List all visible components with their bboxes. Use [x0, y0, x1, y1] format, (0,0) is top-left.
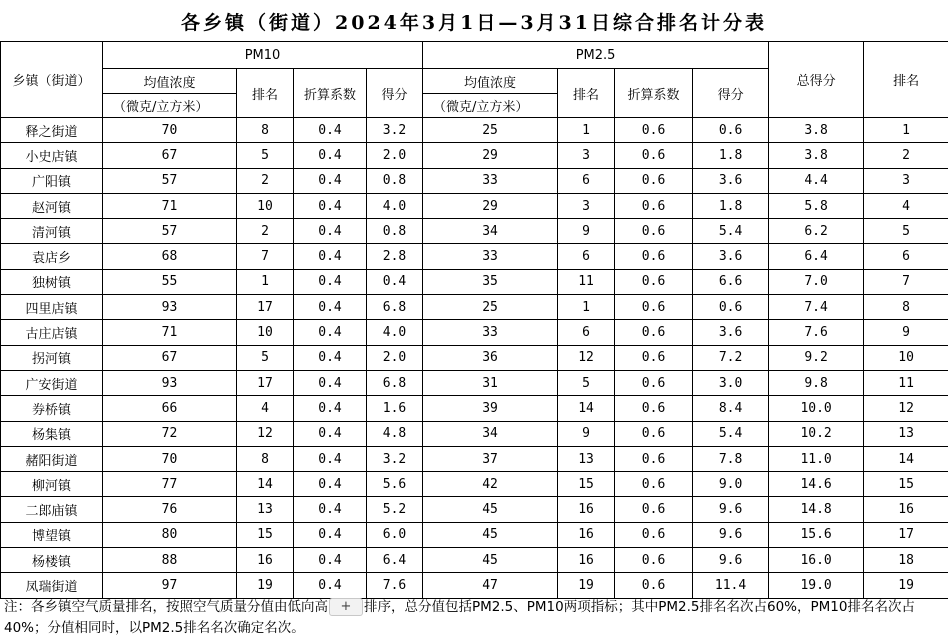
cell-pm10-rank: 12: [237, 421, 294, 446]
cell-pm10-avg: 71: [103, 193, 237, 218]
cell-pm25-coef: 0.6: [615, 143, 693, 168]
cell-pm25-rank: 3: [558, 193, 615, 218]
cell-pm25-avg: 45: [423, 522, 558, 547]
table-row: [1, 396, 948, 421]
cell-pm10-avg: 57: [103, 168, 237, 193]
cell-pm25-avg: 39: [423, 396, 558, 421]
pm10-coef-header: 折算系数: [294, 69, 367, 118]
cell-pm10-coef: 0.4: [294, 295, 367, 320]
cell-pm10-rank: 13: [237, 497, 294, 522]
cell-pm10-rank: 5: [237, 143, 294, 168]
cell-pm10-avg: 67: [103, 143, 237, 168]
cell-total: 9.2: [769, 345, 864, 370]
cell-pm10-score: 6.0: [367, 522, 423, 547]
cell-rank: 11: [864, 370, 948, 395]
cell-pm10-avg: 80: [103, 522, 237, 547]
cell-pm10-rank: 7: [237, 244, 294, 269]
cell-pm25-coef: 0.6: [615, 396, 693, 421]
final-rank-header: 排名: [864, 42, 948, 118]
footnote-text-1: 注：各乡镇空气质量排名，按照空气质量分值由低向高: [4, 599, 328, 615]
cell-total: 19.0: [769, 573, 864, 598]
cell-pm10-rank: 16: [237, 548, 294, 573]
cell-pm10-score: 6.8: [367, 370, 423, 395]
cell-pm10-avg: 93: [103, 370, 237, 395]
pm10-group-header: PM10: [103, 42, 423, 69]
cell-pm10-coef: 0.4: [294, 143, 367, 168]
cell-pm10-rank: 2: [237, 219, 294, 244]
cell-pm25-rank: 12: [558, 345, 615, 370]
cell-pm10-avg: 72: [103, 421, 237, 446]
cell-pm25-coef: 0.6: [615, 497, 693, 522]
table-row: [1, 345, 948, 370]
cell-total: 3.8: [769, 143, 864, 168]
cell-pm10-rank: 10: [237, 320, 294, 345]
cell-pm25-score: 9.6: [693, 522, 769, 547]
cell-pm10-score: 2.8: [367, 244, 423, 269]
cell-pm25-avg: 33: [423, 320, 558, 345]
cell-pm10-avg: 93: [103, 295, 237, 320]
cell-rank: 5: [864, 219, 948, 244]
cell-pm10-coef: 0.4: [294, 497, 367, 522]
cell-pm25-coef: 0.6: [615, 522, 693, 547]
cell-pm25-avg: 33: [423, 168, 558, 193]
cell-total: 10.0: [769, 396, 864, 421]
cell-pm10-coef: 0.4: [294, 421, 367, 446]
cell-pm10-coef: 0.4: [294, 370, 367, 395]
cell-pm10-avg: 70: [103, 446, 237, 471]
cell-pm10-coef: 0.4: [294, 320, 367, 345]
cell-pm10-rank: 17: [237, 370, 294, 395]
cell-total: 10.2: [769, 421, 864, 446]
cell-rank: 9: [864, 320, 948, 345]
cell-pm10-coef: 0.4: [294, 522, 367, 547]
cell-total: 16.0: [769, 548, 864, 573]
cell-pm10-avg: 77: [103, 472, 237, 497]
cell-pm25-score: 9.0: [693, 472, 769, 497]
cell-total: 3.8: [769, 118, 864, 143]
cell-rank: 12: [864, 396, 948, 421]
cell-name: 清河镇: [1, 219, 103, 244]
cell-pm10-score: 4.0: [367, 193, 423, 218]
cell-pm25-avg: 36: [423, 345, 558, 370]
cell-pm25-coef: 0.6: [615, 370, 693, 395]
cell-pm10-coef: 0.4: [294, 472, 367, 497]
cell-pm25-score: 3.6: [693, 320, 769, 345]
cell-name: 赵河镇: [1, 193, 103, 218]
cell-pm10-avg: 88: [103, 548, 237, 573]
footnote-text-2: 排序，总分值包括PM2.5、PM10两项指标；其中PM2.5排名名次占60%，PM10排名名次占40%；分值相同时，以PM2.5排名名次确定名次。: [4, 599, 915, 636]
ranking-table: [0, 41, 948, 599]
cell-total: 6.2: [769, 219, 864, 244]
cell-pm10-score: 2.0: [367, 345, 423, 370]
cell-pm10-coef: 0.4: [294, 118, 367, 143]
zoom-in-icon[interactable]: +: [329, 598, 363, 616]
cell-pm10-rank: 19: [237, 573, 294, 598]
table-row: [1, 370, 948, 395]
table-row: [1, 295, 948, 320]
pm10-score-header: 得分: [367, 69, 423, 118]
cell-name: 柳河镇: [1, 472, 103, 497]
cell-pm10-coef: 0.4: [294, 548, 367, 573]
cell-pm10-rank: 1: [237, 269, 294, 294]
pm25-avg-header: 均值浓度: [423, 69, 558, 94]
table-row: [1, 320, 948, 345]
total-score-header: 总得分: [769, 42, 864, 118]
cell-pm25-rank: 16: [558, 497, 615, 522]
cell-rank: 10: [864, 345, 948, 370]
cell-pm10-avg: 67: [103, 345, 237, 370]
cell-pm25-coef: 0.6: [615, 421, 693, 446]
cell-pm10-coef: 0.4: [294, 193, 367, 218]
cell-pm10-coef: 0.4: [294, 244, 367, 269]
pm10-unit-header: （微克/立方米）: [103, 94, 237, 118]
cell-name: 杨楼镇: [1, 548, 103, 573]
cell-pm25-rank: 16: [558, 522, 615, 547]
cell-pm10-coef: 0.4: [294, 168, 367, 193]
cell-pm25-coef: 0.6: [615, 320, 693, 345]
table-row: [1, 446, 948, 471]
cell-pm10-coef: 0.4: [294, 345, 367, 370]
cell-name: 券桥镇: [1, 396, 103, 421]
table-row: [1, 522, 948, 547]
cell-pm10-score: 6.8: [367, 295, 423, 320]
cell-pm25-coef: 0.6: [615, 269, 693, 294]
cell-pm10-score: 5.2: [367, 497, 423, 522]
cell-total: 7.0: [769, 269, 864, 294]
cell-name: 古庄店镇: [1, 320, 103, 345]
cell-pm25-score: 1.8: [693, 193, 769, 218]
table-row: [1, 421, 948, 446]
cell-pm25-rank: 19: [558, 573, 615, 598]
cell-name: 独树镇: [1, 269, 103, 294]
table-row: [1, 548, 948, 573]
cell-pm25-avg: 37: [423, 446, 558, 471]
cell-pm25-avg: 42: [423, 472, 558, 497]
cell-pm10-avg: 66: [103, 396, 237, 421]
pm25-coef-header: 折算系数: [615, 69, 693, 118]
cell-pm25-score: 7.8: [693, 446, 769, 471]
cell-total: 4.4: [769, 168, 864, 193]
cell-total: 11.0: [769, 446, 864, 471]
cell-pm25-rank: 14: [558, 396, 615, 421]
cell-pm25-avg: 31: [423, 370, 558, 395]
cell-rank: 8: [864, 295, 948, 320]
cell-pm10-avg: 71: [103, 320, 237, 345]
table-row: [1, 269, 948, 294]
cell-name: 释之街道: [1, 118, 103, 143]
cell-pm25-coef: 0.6: [615, 472, 693, 497]
cell-pm25-score: 0.6: [693, 118, 769, 143]
cell-pm10-rank: 8: [237, 446, 294, 471]
cell-pm25-rank: 9: [558, 219, 615, 244]
cell-pm25-rank: 11: [558, 269, 615, 294]
cell-pm10-coef: 0.4: [294, 446, 367, 471]
cell-pm10-score: 3.2: [367, 118, 423, 143]
footnote: [4, 597, 944, 639]
cell-pm25-avg: 45: [423, 497, 558, 522]
cell-pm25-score: 6.6: [693, 269, 769, 294]
table-row: [1, 573, 948, 598]
cell-pm25-rank: 13: [558, 446, 615, 471]
cell-pm25-avg: 25: [423, 295, 558, 320]
cell-pm10-avg: 68: [103, 244, 237, 269]
cell-name: 拐河镇: [1, 345, 103, 370]
cell-pm10-avg: 76: [103, 497, 237, 522]
table-row: [1, 168, 948, 193]
cell-rank: 6: [864, 244, 948, 269]
cell-pm25-avg: 45: [423, 548, 558, 573]
cell-pm25-coef: 0.6: [615, 118, 693, 143]
cell-pm10-coef: 0.4: [294, 219, 367, 244]
cell-pm10-score: 1.6: [367, 396, 423, 421]
cell-pm10-score: 2.0: [367, 143, 423, 168]
pm25-unit-header: （微克/立方米）: [423, 94, 558, 118]
cell-pm10-avg: 97: [103, 573, 237, 598]
cell-rank: 14: [864, 446, 948, 471]
cell-pm25-avg: 25: [423, 118, 558, 143]
cell-pm10-score: 5.6: [367, 472, 423, 497]
cell-pm25-rank: 6: [558, 244, 615, 269]
cell-name: 广阳镇: [1, 168, 103, 193]
cell-pm25-score: 5.4: [693, 421, 769, 446]
cell-pm25-score: 0.6: [693, 295, 769, 320]
cell-pm25-coef: 0.6: [615, 573, 693, 598]
cell-rank: 19: [864, 573, 948, 598]
cell-pm25-rank: 5: [558, 370, 615, 395]
table-row: [1, 219, 948, 244]
cell-pm25-coef: 0.6: [615, 193, 693, 218]
cell-rank: 16: [864, 497, 948, 522]
cell-total: 6.4: [769, 244, 864, 269]
cell-total: 7.6: [769, 320, 864, 345]
cell-name: 博望镇: [1, 522, 103, 547]
cell-pm10-rank: 10: [237, 193, 294, 218]
cell-pm25-rank: 15: [558, 472, 615, 497]
cell-pm25-avg: 29: [423, 193, 558, 218]
cell-rank: 3: [864, 168, 948, 193]
table-row: [1, 472, 948, 497]
cell-total: 7.4: [769, 295, 864, 320]
cell-pm25-rank: 6: [558, 168, 615, 193]
cell-pm25-coef: 0.6: [615, 219, 693, 244]
cell-pm25-coef: 0.6: [615, 244, 693, 269]
cell-pm25-coef: 0.6: [615, 345, 693, 370]
cell-total: 14.8: [769, 497, 864, 522]
cell-rank: 2: [864, 143, 948, 168]
cell-pm25-score: 7.2: [693, 345, 769, 370]
cell-total: 5.8: [769, 193, 864, 218]
cell-pm10-coef: 0.4: [294, 396, 367, 421]
cell-name: 广安街道: [1, 370, 103, 395]
cell-pm25-rank: 16: [558, 548, 615, 573]
township-header: 乡镇（街道）: [1, 42, 103, 118]
cell-total: 15.6: [769, 522, 864, 547]
cell-pm25-rank: 9: [558, 421, 615, 446]
cell-pm25-score: 9.6: [693, 497, 769, 522]
cell-rank: 1: [864, 118, 948, 143]
cell-pm10-score: 7.6: [367, 573, 423, 598]
cell-pm10-rank: 17: [237, 295, 294, 320]
ranking-rows: [1, 118, 948, 599]
cell-pm10-avg: 70: [103, 118, 237, 143]
cell-total: 9.8: [769, 370, 864, 395]
cell-pm25-avg: 34: [423, 421, 558, 446]
cell-pm25-avg: 35: [423, 269, 558, 294]
cell-pm25-rank: 3: [558, 143, 615, 168]
cell-pm25-avg: 47: [423, 573, 558, 598]
cell-rank: 18: [864, 548, 948, 573]
table-row: [1, 244, 948, 269]
cell-pm25-score: 9.6: [693, 548, 769, 573]
table-row: [1, 193, 948, 218]
cell-rank: 15: [864, 472, 948, 497]
cell-pm10-score: 3.2: [367, 446, 423, 471]
cell-name: 赭阳街道: [1, 446, 103, 471]
cell-pm10-rank: 5: [237, 345, 294, 370]
cell-pm10-score: 4.0: [367, 320, 423, 345]
cell-pm25-avg: 33: [423, 244, 558, 269]
pm10-rank-header: 排名: [237, 69, 294, 118]
cell-name: 二郎庙镇: [1, 497, 103, 522]
cell-name: 凤瑞街道: [1, 573, 103, 598]
cell-pm10-score: 6.4: [367, 548, 423, 573]
cell-pm25-score: 8.4: [693, 396, 769, 421]
cell-pm25-score: 3.6: [693, 168, 769, 193]
cell-pm25-score: 1.8: [693, 143, 769, 168]
cell-pm25-coef: 0.6: [615, 446, 693, 471]
cell-pm25-score: 5.4: [693, 219, 769, 244]
cell-pm25-rank: 1: [558, 295, 615, 320]
cell-pm25-score: 3.0: [693, 370, 769, 395]
cell-pm10-coef: 0.4: [294, 573, 367, 598]
cell-pm25-avg: 34: [423, 219, 558, 244]
cell-pm10-avg: 57: [103, 219, 237, 244]
cell-name: 小史店镇: [1, 143, 103, 168]
table-row: [1, 143, 948, 168]
cell-pm10-rank: 8: [237, 118, 294, 143]
cell-rank: 17: [864, 522, 948, 547]
pm25-rank-header: 排名: [558, 69, 615, 118]
pm25-score-header: 得分: [693, 69, 769, 118]
cell-rank: 13: [864, 421, 948, 446]
cell-name: 袁店乡: [1, 244, 103, 269]
cell-pm10-score: 0.4: [367, 269, 423, 294]
cell-name: 四里店镇: [1, 295, 103, 320]
cell-pm25-coef: 0.6: [615, 295, 693, 320]
pm25-group-header: PM2.5: [423, 42, 769, 69]
cell-pm25-score: 3.6: [693, 244, 769, 269]
cell-pm10-rank: 2: [237, 168, 294, 193]
cell-pm10-coef: 0.4: [294, 269, 367, 294]
cell-pm25-coef: 0.6: [615, 548, 693, 573]
cell-name: 杨集镇: [1, 421, 103, 446]
cell-pm10-avg: 55: [103, 269, 237, 294]
cell-pm25-rank: 1: [558, 118, 615, 143]
cell-pm25-avg: 29: [423, 143, 558, 168]
table-row: [1, 497, 948, 522]
cell-pm10-rank: 4: [237, 396, 294, 421]
cell-pm10-rank: 15: [237, 522, 294, 547]
cell-rank: 4: [864, 193, 948, 218]
pm10-avg-header: 均值浓度: [103, 69, 237, 94]
cell-pm10-score: 0.8: [367, 219, 423, 244]
cell-pm10-rank: 14: [237, 472, 294, 497]
cell-rank: 7: [864, 269, 948, 294]
cell-pm25-rank: 6: [558, 320, 615, 345]
cell-pm10-score: 4.8: [367, 421, 423, 446]
table-title: 各乡镇（街道）2024年3月1日—3月31日综合排名计分表: [0, 8, 948, 35]
cell-pm10-score: 0.8: [367, 168, 423, 193]
cell-total: 14.6: [769, 472, 864, 497]
cell-pm25-score: 11.4: [693, 573, 769, 598]
cell-pm25-coef: 0.6: [615, 168, 693, 193]
table-row: [1, 118, 948, 143]
